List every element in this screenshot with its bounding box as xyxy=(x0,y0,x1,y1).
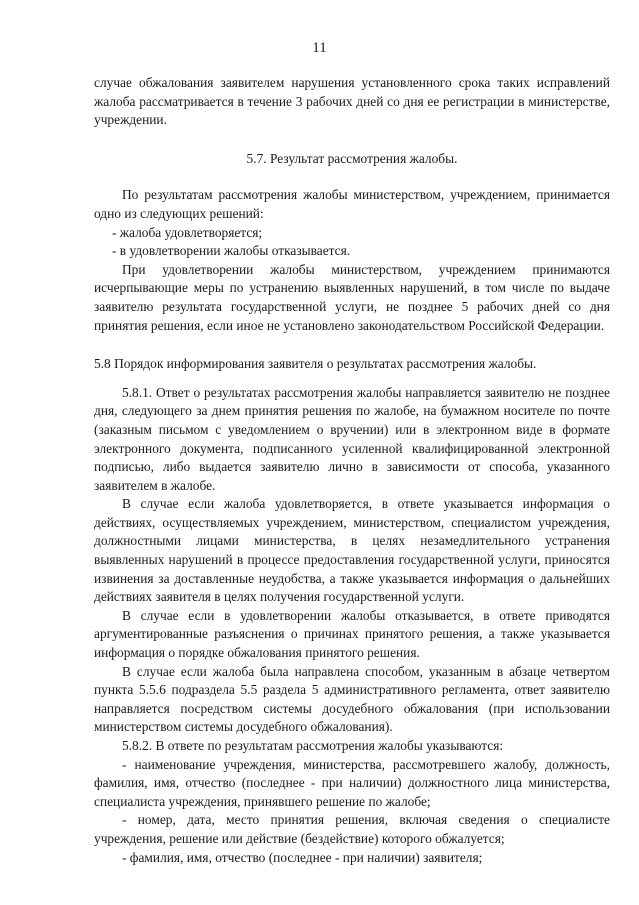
paragraph-5-8-2: 5.8.2. В ответе по результатам рассмотрения жалобы указываются: xyxy=(122,738,504,753)
paragraph-satisfied: В случае если жалоба удовлетворяется, в ответе указывается информация о действиях, осуществляемых учреждением, министерством, специалистом учреждения, должностными лицами министерства, в целях незамедлительного устранения выявленных нарушений в процессе предоставления государственной услуги, приносятся извинения за доставленные неудобства, а также указывается информация о дальнейших действиях заявителя в целях получения государственной услуги. xyxy=(94,496,610,605)
paragraph-5-8-1: 5.8.1. Ответ о результатах рассмотрения жалобы направляется заявителю не позднее дня, следующего за днем принятия решения по жалобе, на бумажном носителе по почте (заказным письмом с уведомлением о вручении) или в электронном виде в формате электронного документа, подписанного усиленной квалифицированной электронной подписью, либо выдается заявителю лично в зависимости от способа, указанного заявителем в жалобе. xyxy=(94,384,610,493)
paragraph-continuation: случае обжалования заявителем нарушения установленного срока таких исправлений жалоба рассматривается в течение 3 рабочих дней со дня ее регистрации в министерстве, учреждении. xyxy=(94,75,610,128)
section-heading-5-8: 5.8 Порядок информирования заявителя о результатах рассмотрения жалобы. xyxy=(94,356,537,372)
list-item-5-8-2-1: - наименование учреждения, министерства, рассмотревшего жалобу, должность, фамилия, имя, отчество (последнее - при наличии) должностного лица министерства, специалиста учреждения, принявшего решение по жалобе; xyxy=(94,756,610,809)
list-item-5-7-1: - жалоба удовлетворяется; xyxy=(112,224,263,240)
list-item-5-8-2-3: - фамилия, имя, отчество (последнее - при наличии) заявителя; xyxy=(122,849,483,865)
paragraph-5-7-intro: По результатам рассмотрения жалобы министерством, учреждением, принимается одно из следующих решений: xyxy=(94,187,610,221)
page-number: 11 xyxy=(312,40,327,56)
paragraph-5-7-measures: При удовлетворении жалобы министерством, учреждением принимаются исчерпывающие меры по устранению выявленных нарушений, в том числе по выдаче заявителю результата государственной услуги, не позднее 5 рабочих дней со дня принятия решения, если иное не установлено законодательством Российской Федерации. xyxy=(94,261,610,333)
paragraph-sent-by: В случае если жалоба была направлена способом, указанным в абзаце четвертом пункта 5.5.6 подраздела 5.5 раздела 5 административного регламента, ответ заявителю направляется посредством системы досудебного обжалования (при использовании министерством системы досудебного обжалования). xyxy=(94,663,610,735)
list-item-5-7-2: - в удовлетворении жалобы отказывается. xyxy=(112,243,351,259)
document-body xyxy=(94,74,610,867)
section-heading-5-7: 5.7. Результат рассмотрения жалобы. xyxy=(246,150,458,166)
list-item-5-8-2-2: - номер, дата, место принятия решения, включая сведения о специалисте учреждения, решение или действие (бездействие) которого обжалуется; xyxy=(94,812,610,846)
paragraph-refused: В случае если в удовлетворении жалобы отказывается, в ответе приводятся аргументированные разъяснения о причинах принятого решения, а также указывается информация о порядке обжалования принятого решения. xyxy=(94,607,610,661)
